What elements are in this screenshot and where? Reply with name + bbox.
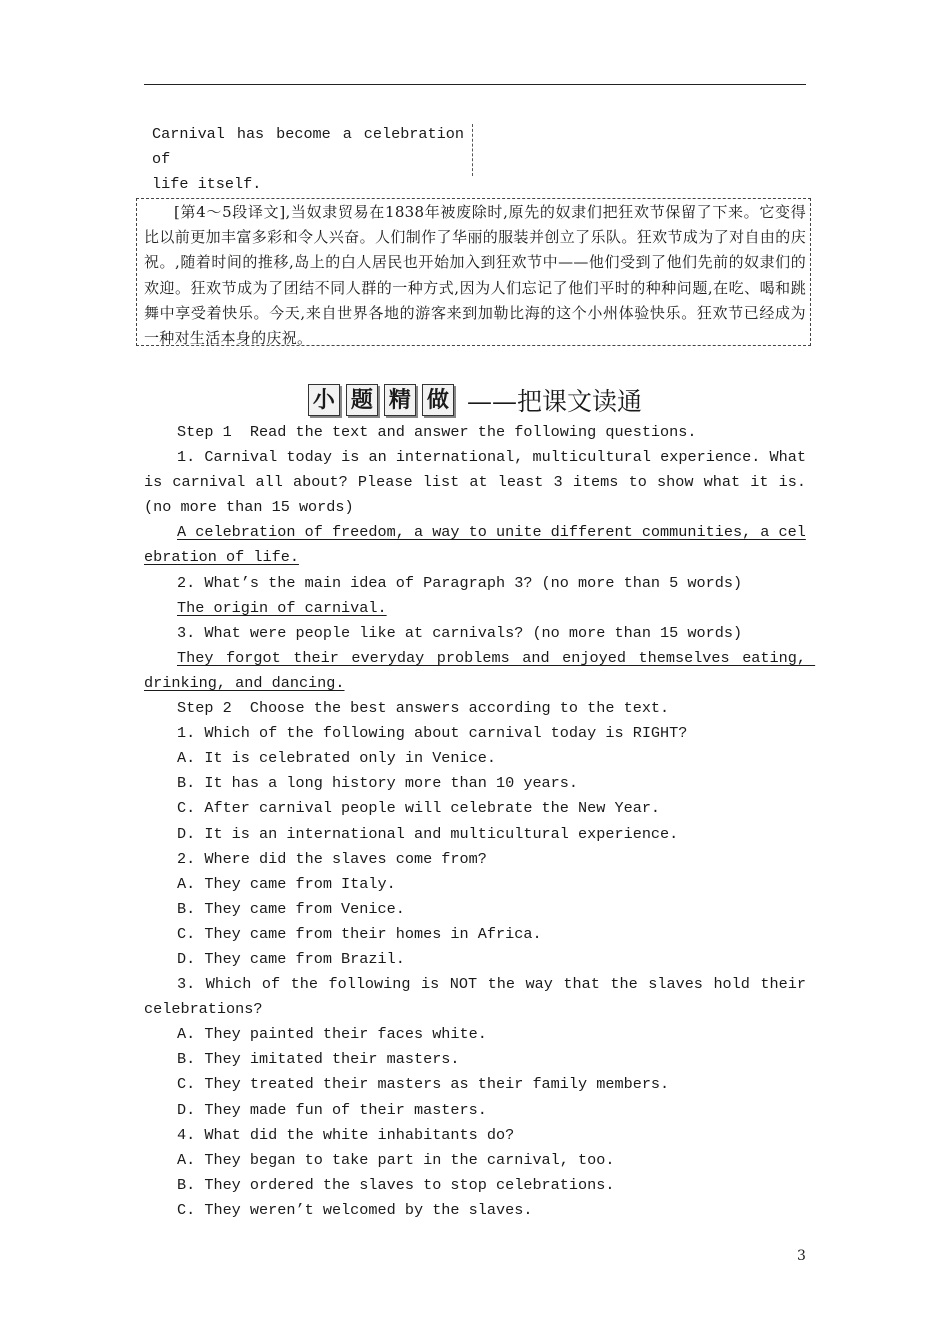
mc-option: D. They made fun of their masters. [177,1100,487,1119]
quote-box [152,122,477,194]
answer-1: A celebration of freedom, a way to unite different communities, a celebration of life. [144,523,806,567]
mc-option: A. They began to take part in the carnival, too. [177,1150,615,1169]
translation-paragraph [144,200,806,351]
quote-line-1: Carnival has become a celebration of [152,125,474,169]
mc-option: D. It is an international and multicultural experience. [177,824,679,843]
quote-line-2: life itself. [152,175,262,194]
page-number: 3 [797,1248,806,1264]
question-2: 2. What’s the main idea of Paragraph 3? (no more than 5 words) [177,573,743,592]
mc-question-2: 2. Where did the slaves come from? [177,849,487,868]
exercise-content [144,420,816,1223]
answer-3: They forgot their everyday problems and enjoyed themselves eating, drinking, and dancing. [144,648,816,692]
heading-chip: 小 [308,384,340,416]
mc-option: C. They treated their masters as their family members. [177,1075,670,1094]
heading-chips [308,384,460,416]
header-rule [144,84,806,85]
heading-subtitle: ——把课文读通 [467,387,643,416]
translation-text: [第4～5段译文],当奴隶贸易在1838年被废除时,原先的奴隶们把狂欢节保留了下来。它变得比以前更加丰富多彩和令人兴奋。人们制作了华丽的服装并创立了乐队。狂欢节成为了对自由的庆祝。,随着时间的推移,岛上的白人居民也开始加入到狂欢节中——他们受到了他们先前的奴隶们的欢迎。狂欢节成为了团结不同人群的一种方式,因为人们忘记了他们平时的种种问题,在吃、喝和跳舞中享受着快乐。今天,来自世界各地的游客来到加勒比海的这个小州体验快乐。狂欢节已经成为一种对生活本身的庆祝。 [144,203,806,348]
question-3: 3. What were people like at carnivals? (no more than 15 words) [177,623,743,642]
mc-option: B. They imitated their masters. [177,1050,460,1069]
mc-option: A. They came from Italy. [177,874,396,893]
answer-2: The origin of carnival. [177,598,387,617]
heading-chip: 做 [422,384,454,416]
quote-text [152,122,474,197]
mc-option: B. They came from Venice. [177,899,405,918]
mc-option: B. It has a long history more than 10 years. [177,774,579,793]
mc-question-4: 4. What did the white inhabitants do? [177,1125,515,1144]
heading-chip: 题 [346,384,378,416]
section-heading [0,382,950,418]
mc-option: D. They came from Brazil. [177,949,405,968]
step2-title: Step 2 Choose the best answers according to the text. [177,699,670,718]
quote-divider [472,124,473,176]
mc-option: C. After carnival people will celebrate the New Year. [177,799,661,818]
mc-option: A. They painted their faces white. [177,1025,487,1044]
mc-option: C. They weren’t welcomed by the slaves. [177,1200,533,1219]
mc-option: C. They came from their homes in Africa. [177,924,542,943]
step1-title: Step 1 Read the text and answer the following questions. [177,423,697,441]
mc-question-3: 3. Which of the following is NOT the way that the slaves hold their celebrations? [144,975,816,1019]
heading-chip: 精 [384,384,416,416]
mc-question-1: 1. Which of the following about carnival today is RIGHT? [177,724,688,743]
translation-box [136,198,811,346]
mc-option: B. They ordered the slaves to stop celebrations. [177,1175,615,1194]
mc-option: A. It is celebrated only in Venice. [177,749,496,768]
question-1: 1. Carnival today is an international, multicultural experience. What is carnival all about? Please list at least 3 items to show what it is. (no more than 15 words) [144,448,816,517]
